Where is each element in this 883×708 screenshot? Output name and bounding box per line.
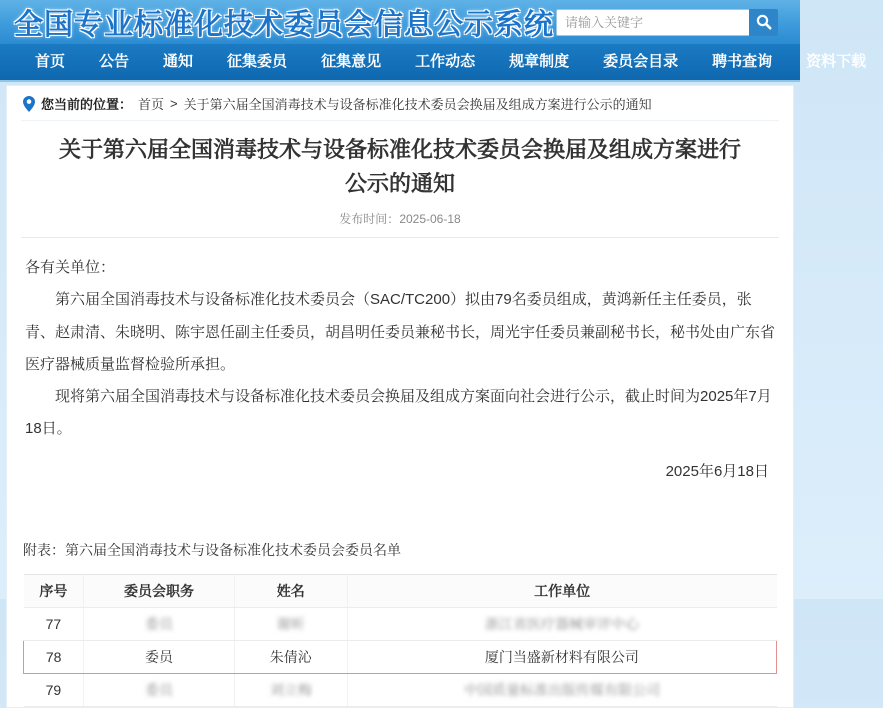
table-row-highlighted bbox=[24, 640, 777, 673]
site-title: 全国专业标准化技术委员会信息公示系统 bbox=[14, 8, 555, 41]
salutation: 各有关单位： bbox=[25, 259, 116, 277]
header-name: 姓名 bbox=[234, 574, 347, 607]
article-paragraph-2: 现将第六届全国消毒技术与设备标准化技术委员会换届及组成方案面向社会进行公示，截止时间为2025年7月18日。 bbox=[25, 388, 772, 438]
table-header-row bbox=[24, 574, 777, 607]
cell-name: 朱倩沁 bbox=[234, 640, 347, 673]
cell-serial-no: 78 bbox=[24, 640, 84, 673]
article-paragraph-1: 第六届全国消毒技术与设备标准化技术委员会（SAC/TC200）拟由79名委员组成，黄鸿新任主任委员，张青、赵肃清、朱晓明、陈宇恩任副主任委员，胡昌明任委员兼秘书长，周光宇任委员兼副秘书长，秘书处由广东省医疗器械质量监督检验所承担。 bbox=[25, 291, 776, 373]
nav-item-recruit-members[interactable]: 征集委员 bbox=[227, 53, 288, 70]
nav-item-announcements[interactable]: 公告 bbox=[99, 53, 130, 70]
cell-work-unit: 厦门当盛新材料有限公司 bbox=[347, 640, 776, 673]
nav-item-solicit-opinions[interactable]: 征集意见 bbox=[321, 53, 382, 70]
attachment-label: 附表：第六届全国消毒技术与设备标准化技术委员会委员名单 bbox=[23, 541, 401, 558]
cell-name: 谢昕 bbox=[234, 607, 347, 640]
article-title: 关于第六届全国消毒技术与设备标准化技术委员会换届及组成方案进行公示的通知 bbox=[58, 137, 741, 197]
breadcrumb-home-link[interactable]: 首页 bbox=[138, 97, 165, 112]
members-table bbox=[23, 574, 777, 707]
header-work-unit: 工作单位 bbox=[347, 574, 776, 607]
content-panel bbox=[6, 85, 794, 708]
table-row bbox=[24, 607, 777, 640]
publish-label: 发布时间： bbox=[339, 212, 400, 227]
nav-item-notices[interactable]: 通知 bbox=[163, 53, 194, 70]
location-pin-icon bbox=[23, 96, 35, 112]
cell-position: 委员 bbox=[84, 640, 235, 673]
table-row bbox=[24, 673, 777, 706]
nav-item-downloads[interactable]: 资料下载 bbox=[806, 53, 867, 70]
banner bbox=[0, 0, 800, 44]
publish-date: 2025-06-18 bbox=[399, 212, 461, 227]
cell-serial-no: 79 bbox=[24, 673, 84, 706]
sign-date: 2025年6月18日 bbox=[665, 462, 769, 480]
cell-serial-no: 77 bbox=[24, 607, 84, 640]
article-body bbox=[21, 238, 779, 488]
header-committee-position: 委员会职务 bbox=[84, 574, 235, 607]
search-icon bbox=[756, 14, 772, 30]
article-header bbox=[21, 121, 779, 238]
cell-position: 委员 bbox=[84, 607, 235, 640]
breadcrumb-label: 您当前的位置： bbox=[41, 97, 133, 112]
nav-item-committee-directory[interactable]: 委员会目录 bbox=[603, 53, 679, 70]
breadcrumb-separator: > bbox=[170, 96, 178, 111]
nav-item-certificate-query[interactable]: 聘书查询 bbox=[712, 53, 773, 70]
search-button[interactable] bbox=[749, 9, 778, 36]
nav-item-home[interactable]: 首页 bbox=[35, 53, 66, 70]
cell-work-unit: 中国质量标准出版传媒有限公司 bbox=[347, 673, 776, 706]
main-nav bbox=[0, 44, 867, 82]
search-box bbox=[556, 9, 778, 36]
breadcrumb bbox=[21, 86, 779, 121]
breadcrumb-current: 关于第六届全国消毒技术与设备标准化技术委员会换届及组成方案进行公示的通知 bbox=[183, 97, 652, 112]
nav-item-work-updates[interactable]: 工作动态 bbox=[415, 53, 476, 70]
cell-work-unit: 浙江省医疗器械审评中心 bbox=[347, 607, 776, 640]
cell-name: 刘立梅 bbox=[234, 673, 347, 706]
nav-item-rules[interactable]: 规章制度 bbox=[509, 53, 570, 70]
publish-line bbox=[51, 210, 749, 227]
search-input[interactable] bbox=[556, 9, 749, 36]
cell-position: 委员 bbox=[84, 673, 235, 706]
header-serial-no: 序号 bbox=[24, 574, 84, 607]
